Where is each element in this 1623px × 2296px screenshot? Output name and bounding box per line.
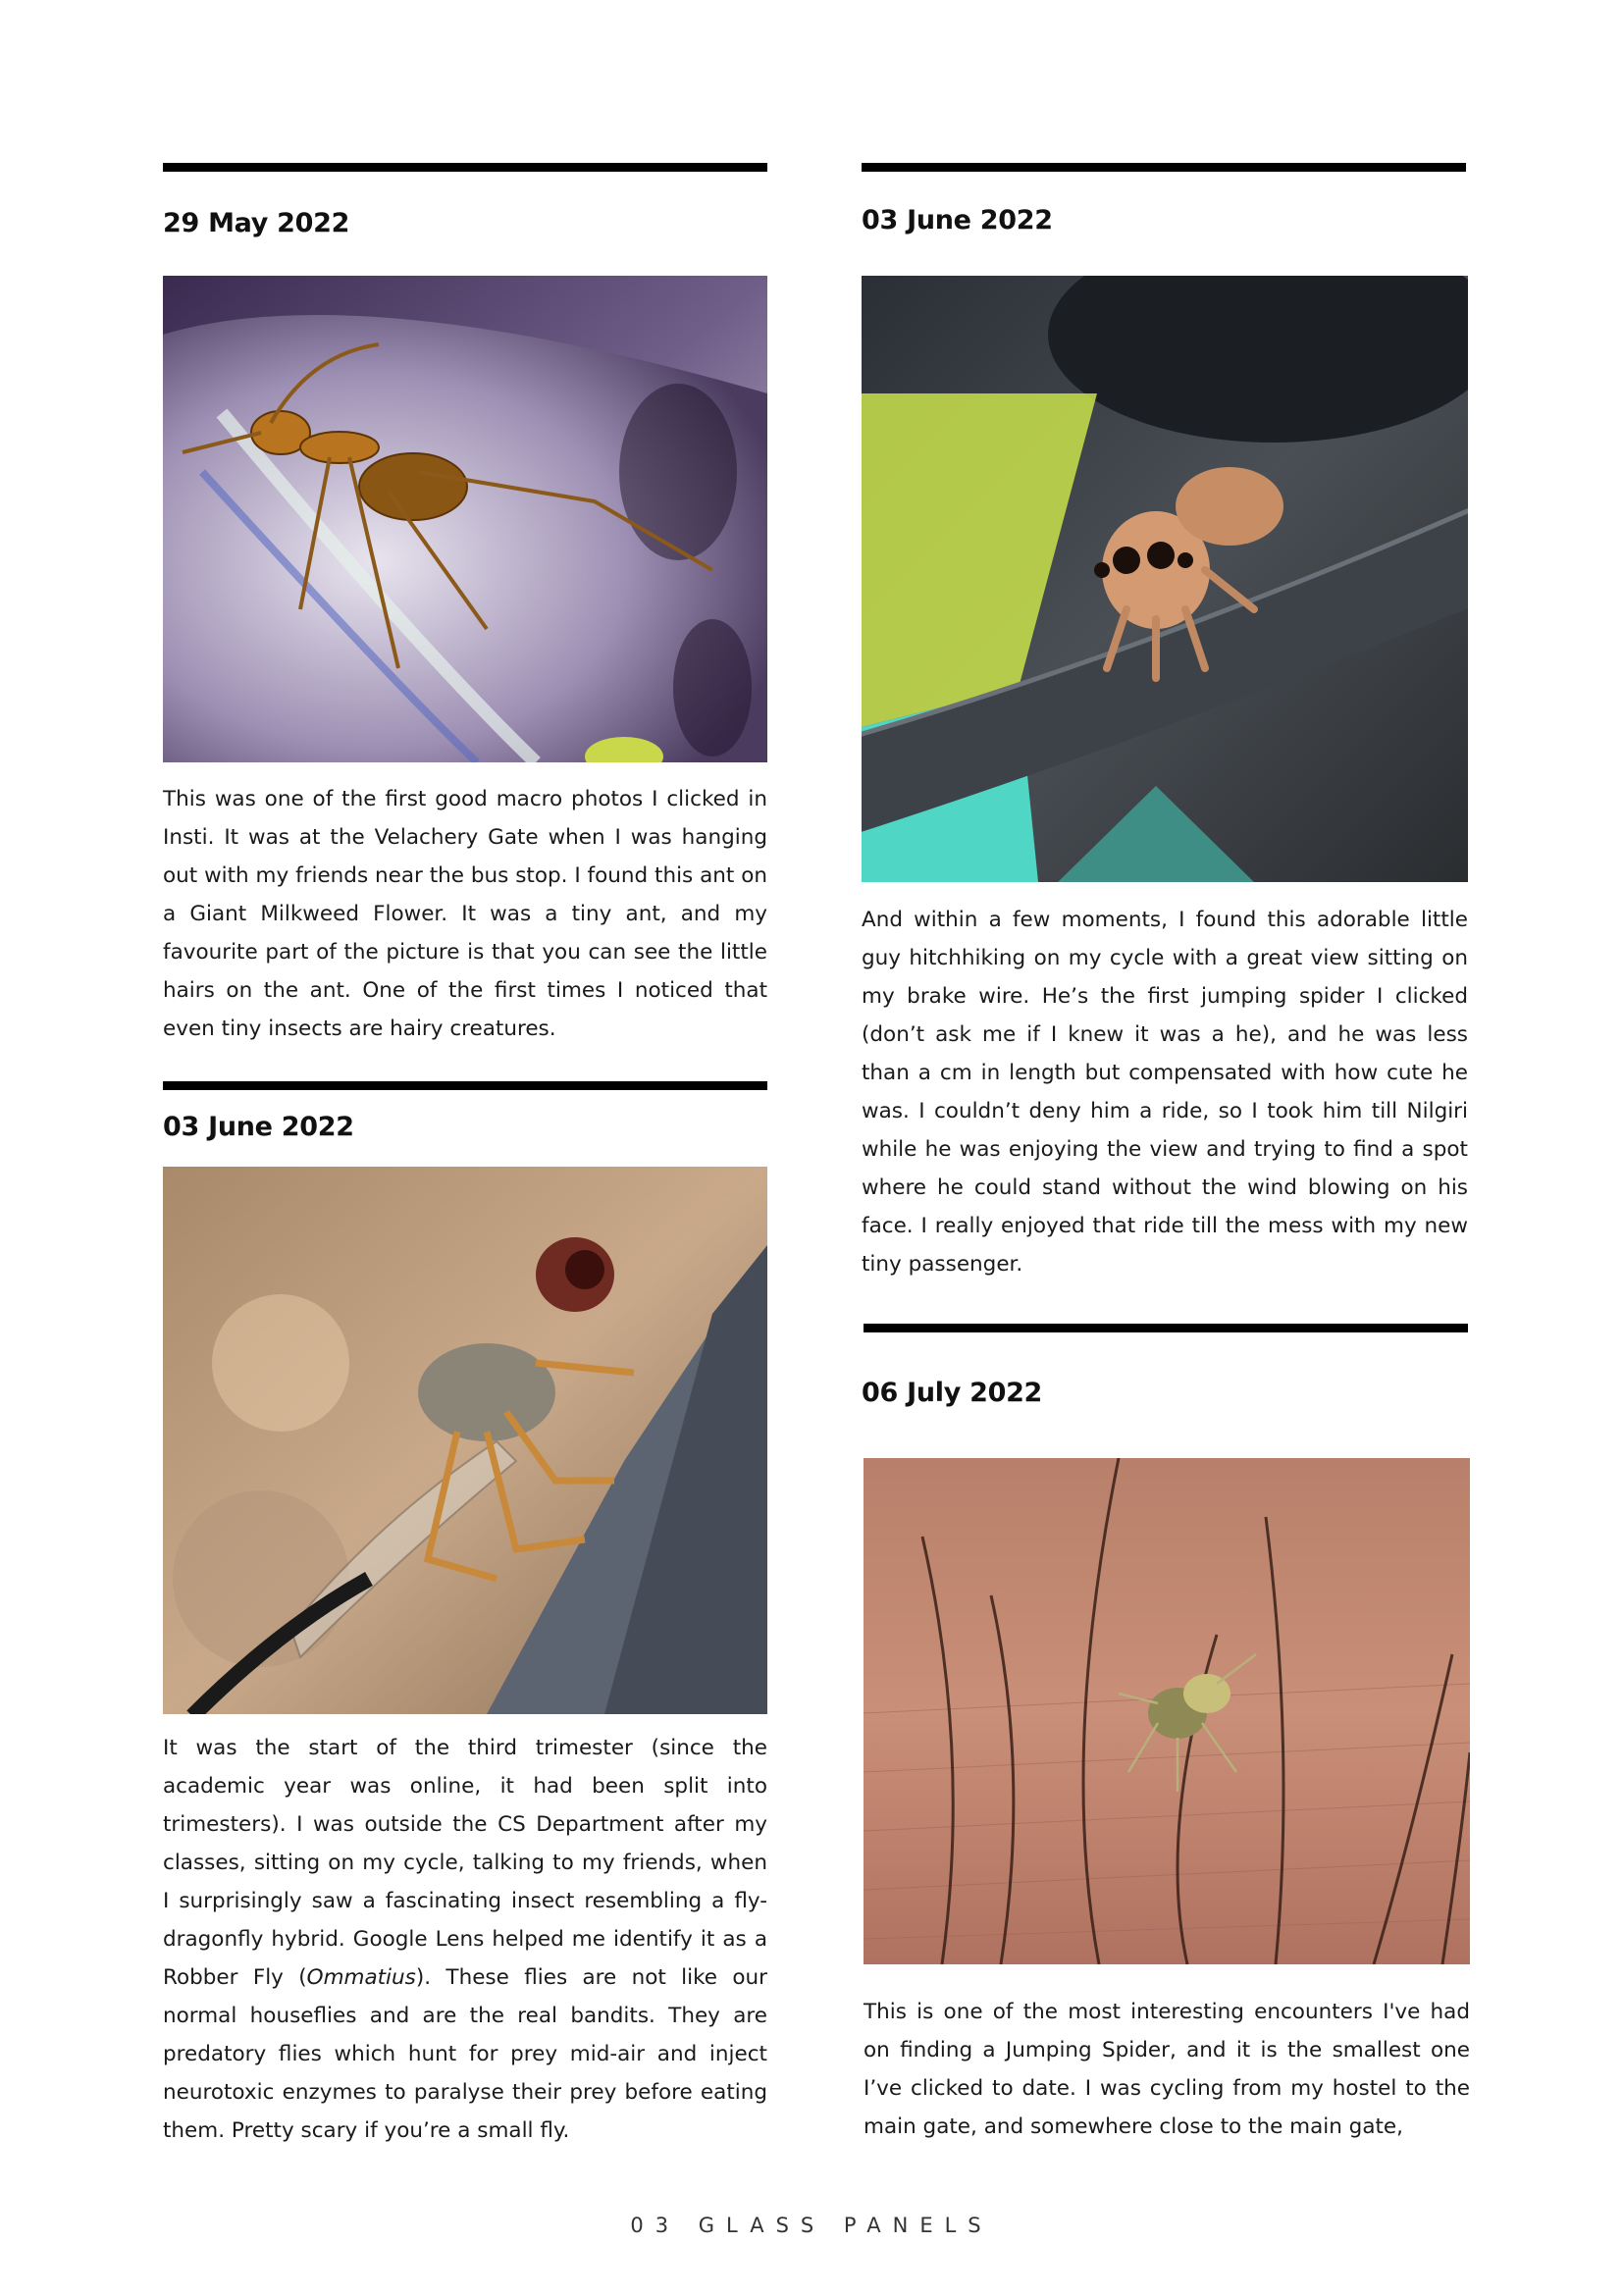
photo-tiny-jumping-spider-on-skin [864, 1458, 1470, 1964]
entry-text: This is one of the most interesting encounters I've had on finding a Jumping Spider, and it is the smallest one I’ve clicked to date. I was cycling from my hostel to the main gate, and somewhere close to the main gate, [864, 2000, 1470, 2139]
entry-date: 29 May 2022 [163, 208, 350, 238]
entry-date: 03 June 2022 [862, 205, 1053, 235]
entry-date: 03 June 2022 [163, 1112, 354, 1142]
section-divider [862, 163, 1466, 172]
entry-text: And within a few moments, I found this adorable little guy hitchhiking on my cycle with a great view sitting on my brake wire. He’s the first jumping spider I clicked (don’t ask me if I knew it was a he), and he was less than a cm in length but compensated with how cute he was. I couldn’t deny him a ride, so I took him till Nilgiri while he was enjoying the view and trying to find a spot where he could stand without the wind blowing on his face. I really enjoyed that ride till the mess with my new tiny passenger. [862, 908, 1468, 1277]
photo-ant-on-milkweed-flower [163, 276, 767, 762]
species-name: Ommatius [306, 1965, 416, 1990]
entry-text: This was one of the first good macro photos I clicked in Insti. It was at the Velachery Gate when I was hanging out with my friends near the bus stop. I found this ant on a Giant Milkweed Flower. It was a tiny ant, and my favourite part of the picture is that you can see the little hairs on the ant. One of the first times I noticed that even tiny insects are hairy creatures. [163, 787, 767, 1041]
section-divider [163, 1081, 767, 1090]
entry-date: 06 July 2022 [862, 1378, 1043, 1408]
section-divider [864, 1324, 1468, 1332]
section-divider [163, 163, 767, 172]
page-footer: 03 GLASS PANELS [630, 2214, 993, 2237]
photo-jumping-spider-on-brake-wire [862, 276, 1468, 882]
entry-text: It was the start of the third trimester (since the academic year was online, it had been split into trimesters). I was outside the CS Department after my classes, sitting on my cycle, talking to my friends, when I surprisingly saw a fascinating insect resembling a fly-dragonfly hybrid. Google Lens helped me identify it as a Robber Fly (Ommatius). These flies are not like our normal houseflies and are the real bandits. They are predatory flies which hunt for prey mid-air and inject neurotoxic enzymes to paralyse their prey before eating them. Pretty scary if you’re a small fly. [163, 1736, 767, 2143]
photo-robber-fly [163, 1167, 767, 1714]
